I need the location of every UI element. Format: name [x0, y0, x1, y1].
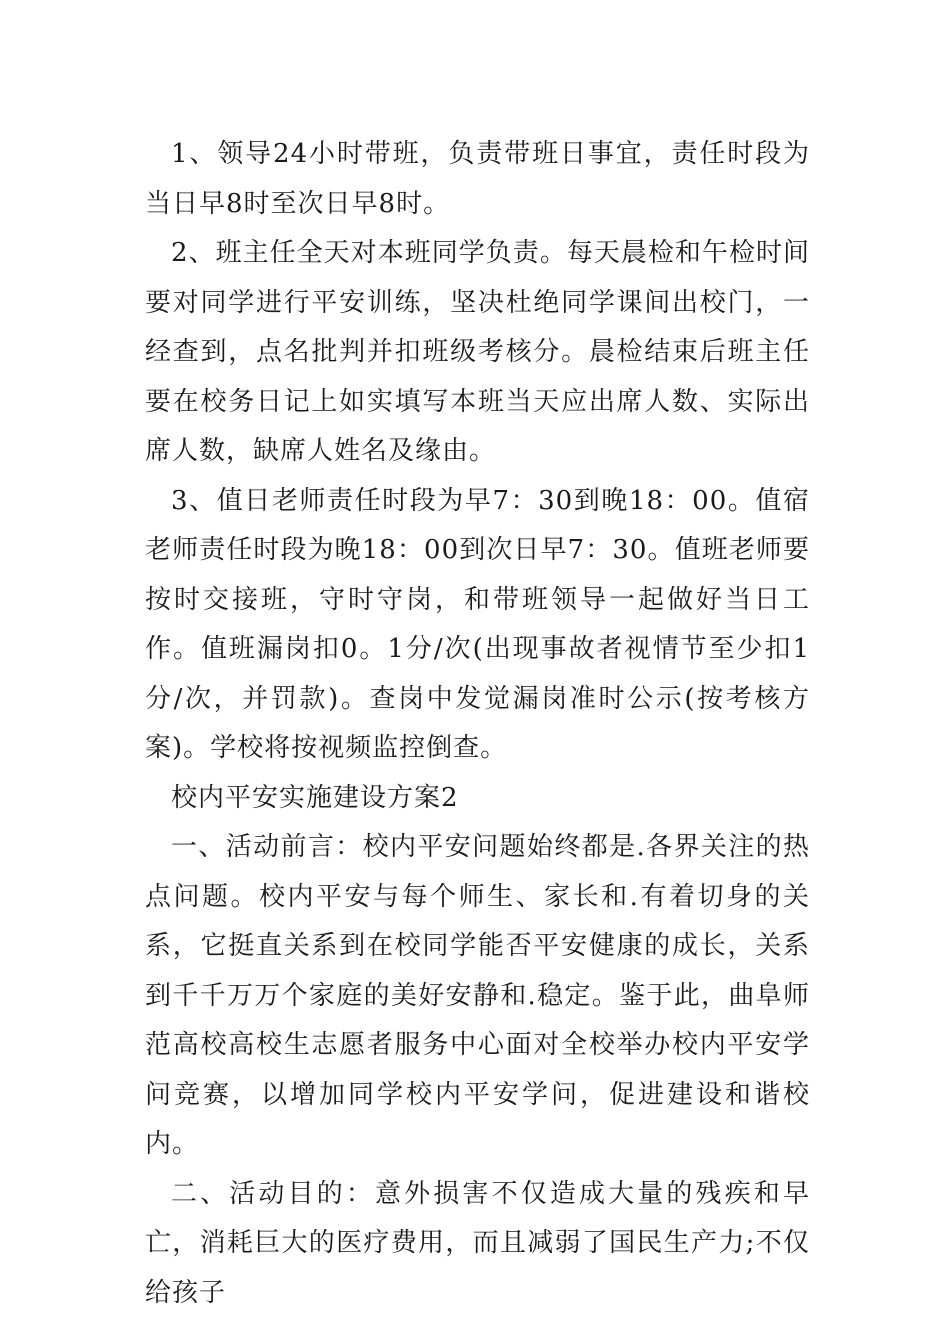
paragraph-5: 二、活动目的：意外损害不仅造成大量的残疾和早亡，消耗巨大的医疗费用，而且减弱了国民生产力;不仅给孩子 — [145, 1178, 810, 1308]
paragraph-1: 1、领导24小时带班，负责带班日事宜，责任时段为当日早8时至次日早8时。 — [145, 139, 810, 219]
paragraph-4: 一、活动前言：校内平安问题始终都是.各界关注的热点问题。校内平安与每个师生、家长和.有着切身的关系，它挺直关系到在校同学能否平安健康的成长，关系到千千万万个家庭的美好安静和.稳定。鉴于此，曲阜师范高校高校生志愿者服务中心面对全校举办校内平安学问竞赛，以增加同学校内平安学问，促进建设和谐校内。 — [145, 832, 810, 1159]
section-title: 校内平安实施建设方案2 — [171, 782, 459, 813]
paragraph-2: 2、班主任全天对本班同学负责。每天晨检和午检时间要对同学进行平安训练，坚决杜绝同学课间出校门，一经查到，点名批判并扣班级考核分。晨检结束后班主任要在校务日记上如实填写本班当天应出席人数、实际出席人数，缺席人姓名及缘由。 — [145, 238, 810, 466]
paragraph-3: 3、值日老师责任时段为早7：30到晚18：00。值宿老师责任时段为晚18：00到次日早7：30。值班老师要按时交接班，守时守岗，和带班领导一起做好当日工作。值班漏岗扣0。1分/次(出现事故者视情节至少扣1分/次，并罚款)。查岗中发觉漏岗准时公示(按考核方案)。学校将按视频监控倒查。 — [145, 485, 810, 763]
document-body — [145, 130, 810, 1318]
